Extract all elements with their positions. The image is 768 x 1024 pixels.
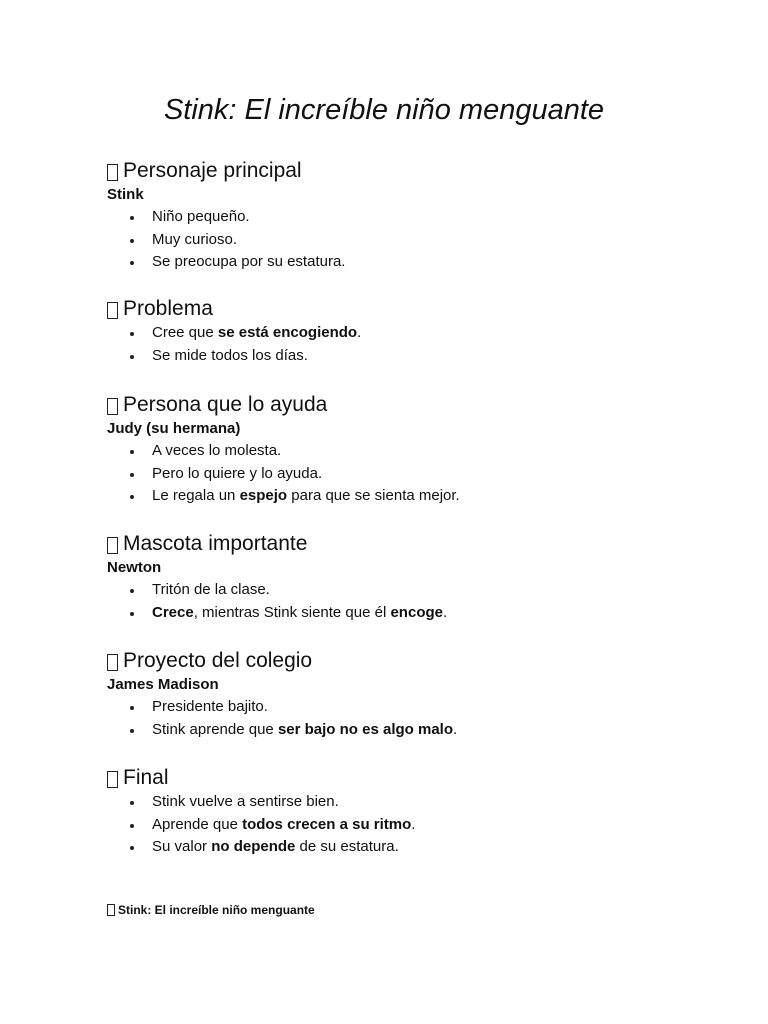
list-item: Crece, mientras Stink siente que él encoge. bbox=[107, 602, 707, 625]
section-heading-text: Personaje principal bbox=[123, 159, 302, 182]
document-title: Stink: El increíble niño menguante bbox=[163, 94, 605, 126]
section-subtitle: Newton bbox=[107, 559, 162, 576]
document-footer bbox=[107, 902, 315, 918]
section-heading-text: Persona que lo ayuda bbox=[123, 393, 328, 416]
missing-glyph-icon bbox=[107, 537, 118, 554]
list-item: Stink aprende que ser bajo no es algo malo. bbox=[107, 719, 707, 742]
section-persona-que-lo-ayuda bbox=[107, 392, 707, 508]
list-item: Muy curioso. bbox=[107, 229, 707, 252]
section-final bbox=[107, 765, 707, 859]
section-heading bbox=[107, 158, 707, 184]
missing-glyph-icon bbox=[107, 654, 118, 671]
bullet-list bbox=[107, 579, 707, 624]
list-item: Presidente bajito. bbox=[107, 696, 707, 719]
section-subtitle: James Madison bbox=[107, 676, 219, 693]
section-proyecto-del-colegio bbox=[107, 648, 707, 741]
section-personaje-principal bbox=[107, 158, 707, 274]
list-item: Se preocupa por su estatura. bbox=[107, 251, 707, 274]
missing-glyph-icon bbox=[107, 164, 118, 181]
list-item: Cree que se está encogiendo. bbox=[107, 322, 707, 345]
list-item: Aprende que todos crecen a su ritmo. bbox=[107, 814, 707, 837]
section-subtitle: Stink bbox=[107, 186, 144, 203]
section-heading-text: Final bbox=[123, 766, 169, 789]
bullet-list bbox=[107, 206, 707, 274]
list-item: Le regala un espejo para que se sienta mejor. bbox=[107, 485, 707, 508]
bullet-list bbox=[107, 791, 707, 859]
list-item: Tritón de la clase. bbox=[107, 579, 707, 602]
section-heading bbox=[107, 648, 707, 674]
missing-glyph-icon bbox=[107, 398, 118, 415]
bullet-list bbox=[107, 440, 707, 508]
section-heading-text: Problema bbox=[123, 297, 213, 320]
bullet-list bbox=[107, 696, 707, 741]
missing-glyph-icon bbox=[107, 771, 118, 788]
missing-glyph-icon bbox=[107, 904, 115, 916]
section-heading bbox=[107, 765, 707, 791]
footer-text: Stink: El increíble niño menguante bbox=[118, 903, 315, 917]
section-problema bbox=[107, 296, 707, 367]
list-item: A veces lo molesta. bbox=[107, 440, 707, 463]
section-subtitle: Judy (su hermana) bbox=[107, 420, 241, 437]
section-heading bbox=[107, 296, 707, 322]
list-item: Stink vuelve a sentirse bien. bbox=[107, 791, 707, 814]
section-heading-text: Mascota importante bbox=[123, 532, 308, 555]
list-item: Niño pequeño. bbox=[107, 206, 707, 229]
bullet-list bbox=[107, 322, 707, 367]
section-heading bbox=[107, 392, 707, 418]
section-heading bbox=[107, 531, 707, 557]
list-item: Se mide todos los días. bbox=[107, 345, 707, 368]
missing-glyph-icon bbox=[107, 302, 118, 319]
section-heading-text: Proyecto del colegio bbox=[123, 649, 313, 672]
list-item: Pero lo quiere y lo ayuda. bbox=[107, 463, 707, 486]
section-mascota-importante bbox=[107, 531, 707, 624]
list-item: Su valor no depende de su estatura. bbox=[107, 836, 707, 859]
